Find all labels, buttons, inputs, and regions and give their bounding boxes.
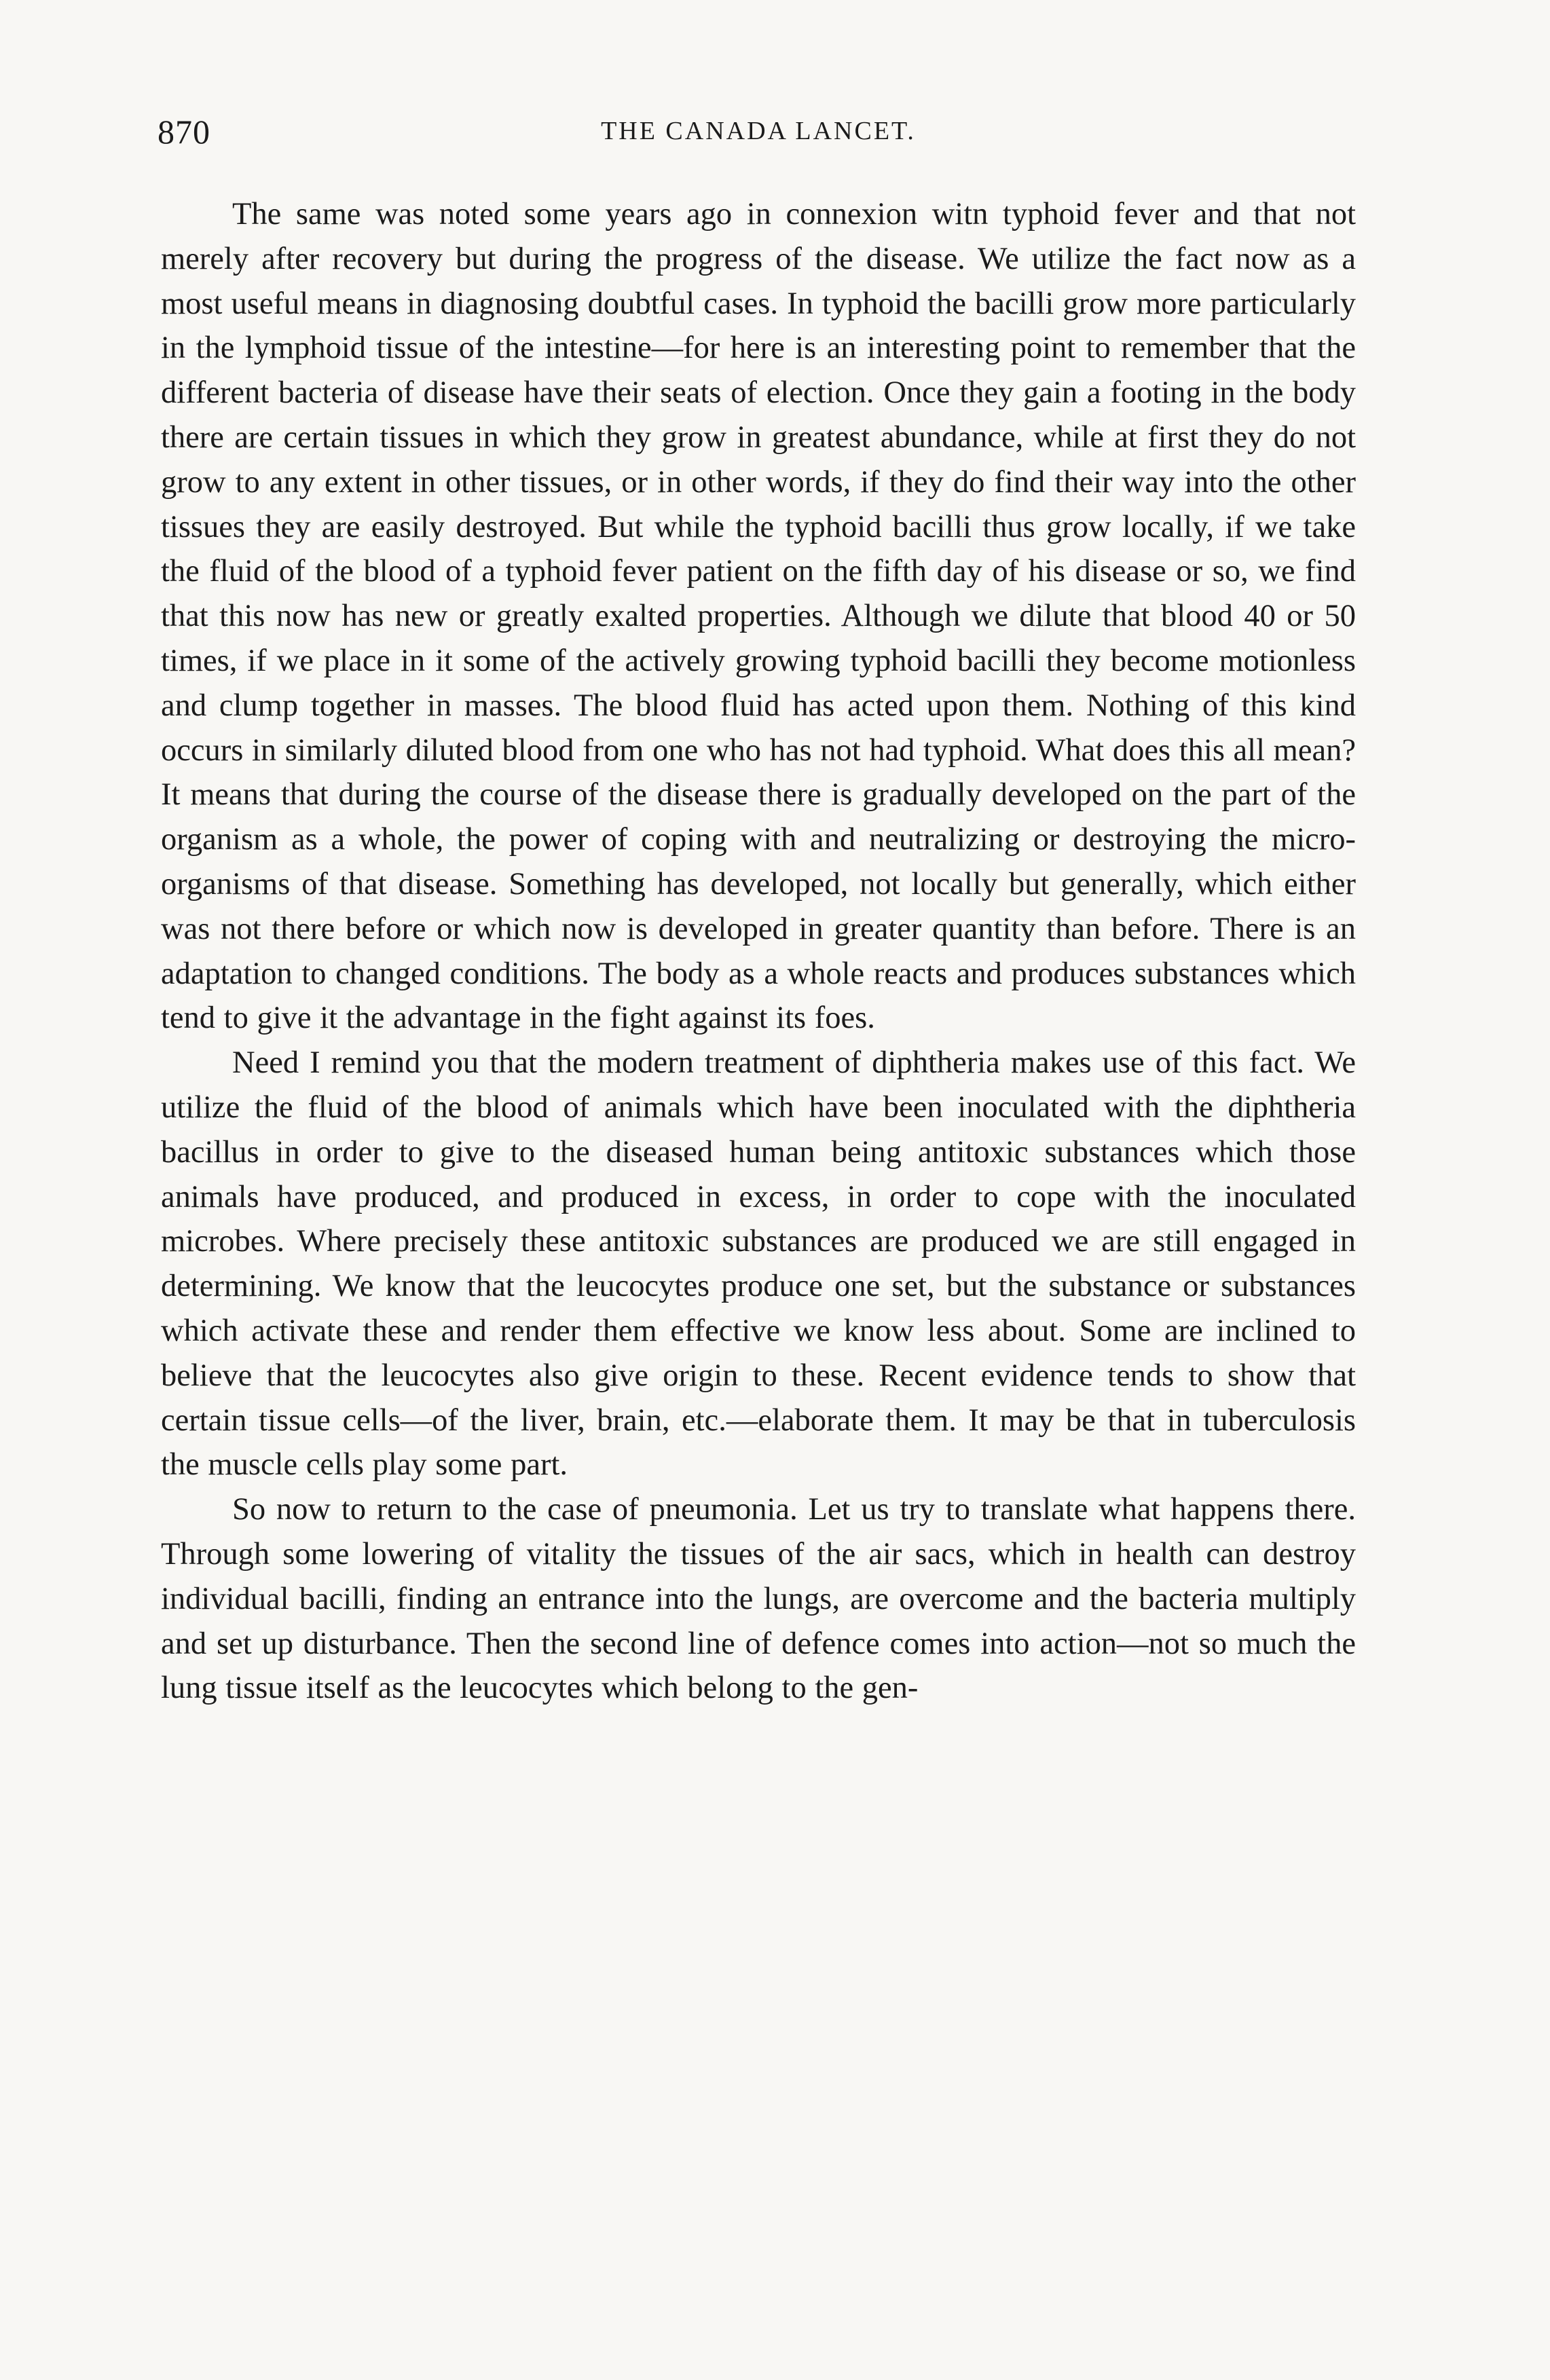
journal-title: THE CANADA LANCET. xyxy=(601,117,916,145)
paragraph: Need I remind you that the modern treatment of diphtheria makes use of this fact. We utilize the fluid of the blood of animals which have been inoculated with the diphtheria bacillus in order to give to the diseased human being antitoxic substances which those animals have produced, and produced in excess, in order to cope with the inoculated microbes. Where precisely these antitoxic substances are produced we are still engaged in determining. We know that the leucocytes produce one set, but the substance or substances which activate these and render them effective we know less about. Some are inclined to believe that the leucocytes also give origin to these. Recent evidence tends to show that certain tissue cells—of the liver, brain, etc.—elaborate them. It may be that in tuberculosis the muscle cells play some part. xyxy=(161,1045,1356,1483)
paragraph: The same was noted some years ago in connexion witn typhoid fever and that not merely after recovery but during the progress of the disease. We utilize the fact now as a most useful means in diagnosing doubtful cases. In typhoid the bacilli grow more particularly in the lymphoid tissue of the intestine—for here is an interesting point to remember that the different bacteria of disease have their seats of election. Once they gain a footing in the body there are certain tissues in which they grow in greatest abundance, while at first they do not grow to any extent in other tissues, or in other words, if they do find their way into the other tissues they are easily destroyed. But while the typhoid bacilli thus grow locally, if we take the fluid of the blood of a typhoid fever patient on the fifth day of his disease or so, we find that this now has new or greatly exalted properties. Although we dilute that blood 40 or 50 times, if we place in it some of the actively growing typhoid bacilli they become motionless and clump together in masses. The blood fluid has acted upon them. Nothing of this kind occurs in similarly diluted blood from one who has not had typhoid. What does this all mean? It means that during the course of the disease there is gradually developed on the part of the organism as a whole, the power of coping with and neutralizing or destroying the micro-organisms of that disease. Something has developed, not locally but generally, which either was not there before or which now is developed in greater quantity than before. There is an adaptation to changed conditions. The body as a whole reacts and produces substances which tend to give it the advantage in the fight against its foes. xyxy=(161,197,1356,1036)
page-number: 870 xyxy=(158,113,210,151)
article-body xyxy=(161,192,1356,1711)
paragraph: So now to return to the case of pneumonia. Let us try to translate what happens there. Through some lowering of vitality the tissues of the air sacs, which in health can destroy individual bacilli, finding an entrance into the lungs, are overcome and the bacteria multiply and set up disturbance. Then the second line of defence comes into action—not so much the lung tissue itself as the leucocytes which belong to the gen- xyxy=(161,1492,1356,1706)
running-head xyxy=(158,112,1359,153)
